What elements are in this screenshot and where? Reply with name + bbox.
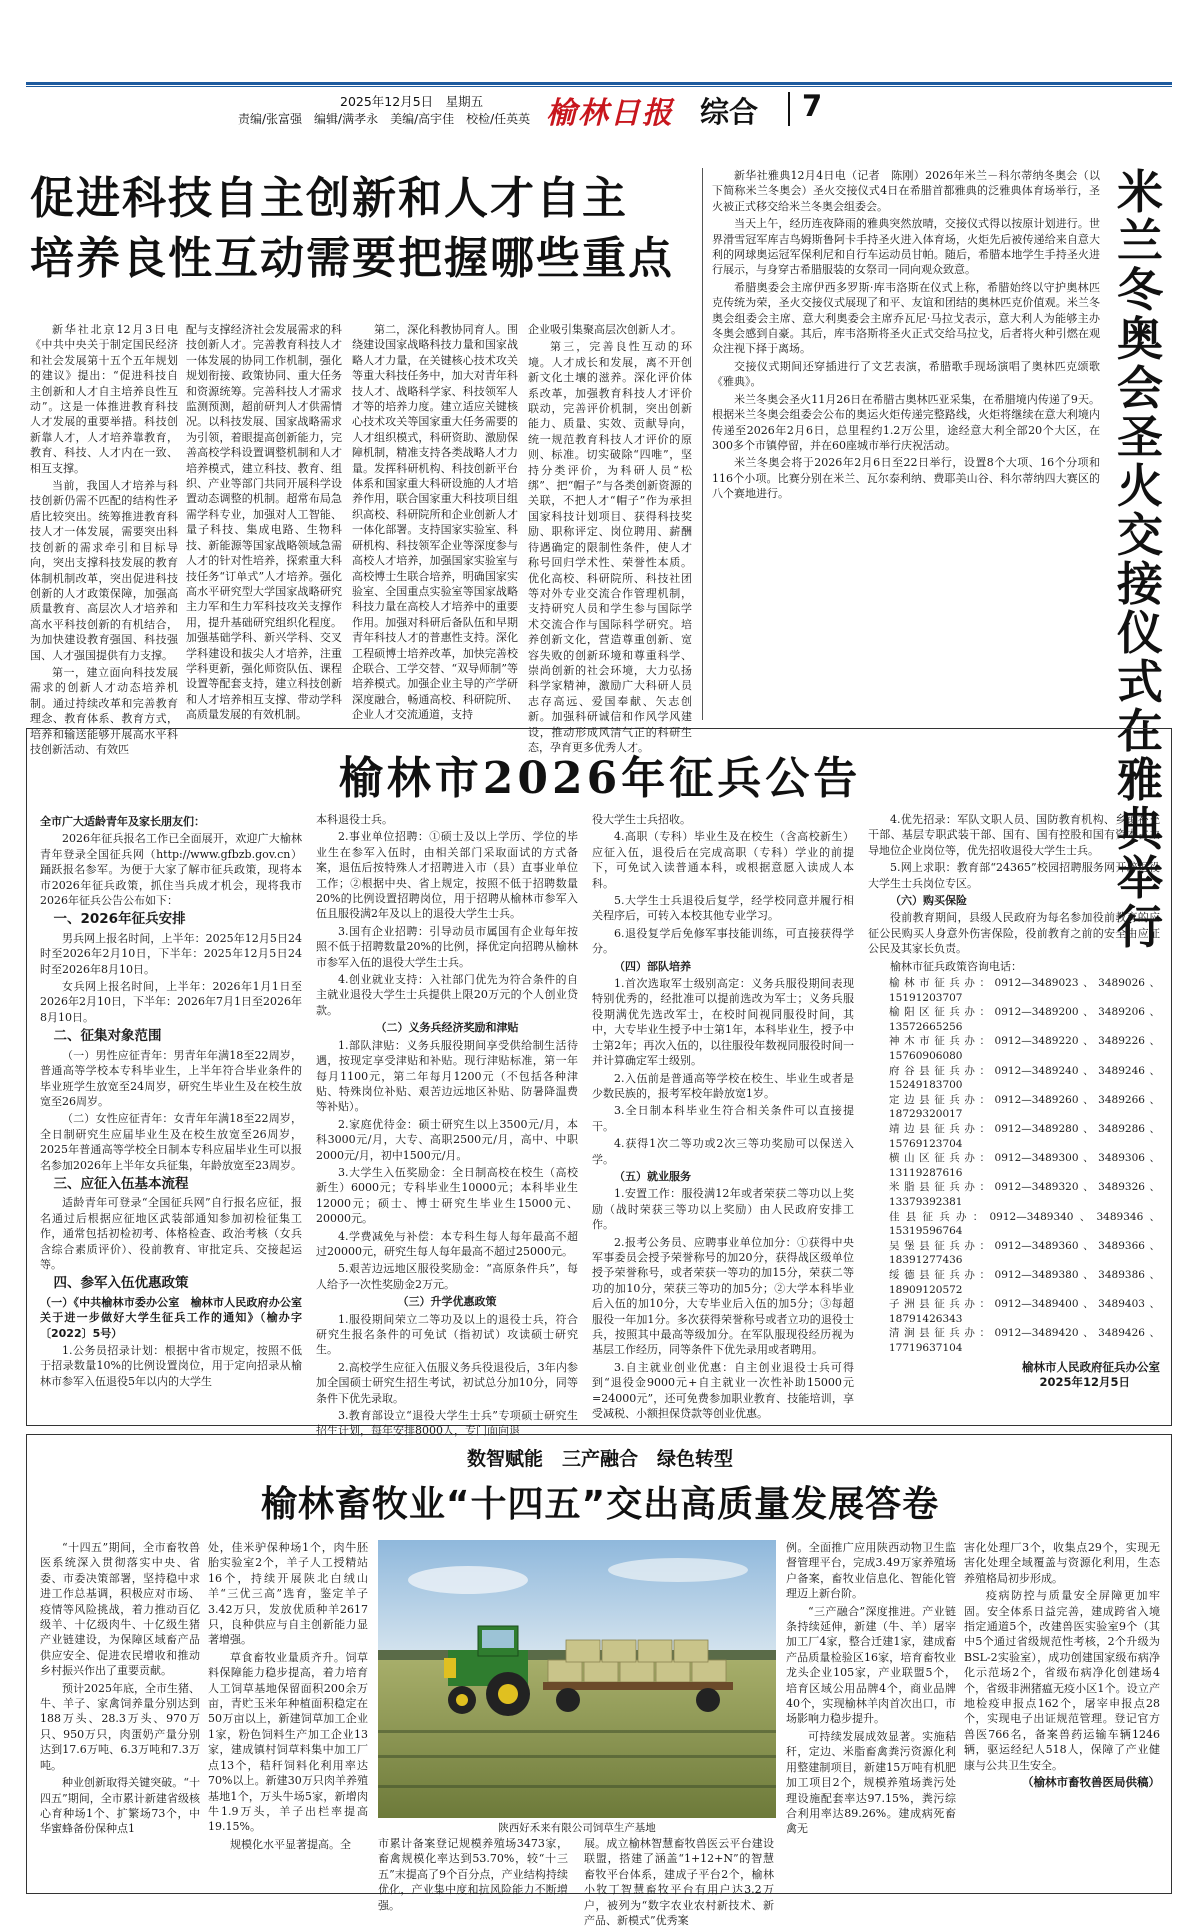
- notice-paragraph: 4.获得1次二等功或2次三等功奖励可以保送入学。: [592, 1137, 854, 1166]
- article3-paragraph: “三产融合”深度推进。产业链条持续延伸，新建（牛、羊）屠宰加工厂4家，整合迁建1家，建成畜产品质量检验区16家，培育畜牧业龙头企业105家，产业联盟5个，培育区域公用品牌4个，商业品牌40个，实现榆林羊肉首次出口，市场影响力稳步提升。: [786, 1604, 956, 1726]
- phone-office-name: 吴堡县征兵办: [889, 1239, 980, 1252]
- phone-office-name: 定边县征兵办: [889, 1093, 980, 1106]
- notice-section-heading: 二、征集对象范围: [53, 1028, 162, 1045]
- phone-entry: [868, 1093, 1160, 1122]
- notice-paragraph: 3.全日制本科毕业生符合相关条件可以直接提干。: [592, 1104, 854, 1133]
- article3-column-5: [786, 1540, 956, 1886]
- notice-paragraph: 3.自主就业创业优惠：自主创业退役士兵可得到“退役金9000元+自主就业一次性补助15000元=24000元”，还可免费参加职业教育、技能培训，享受减税、小额担保贷款等创业优惠。: [592, 1360, 854, 1421]
- photo-illustration: [378, 1540, 776, 1818]
- notice-paragraph: 2.家庭优待金：硕士研究生以上3500元/月，本科3000元/月，大专、高职2500元/月，高中、中职2000元/月，初中1500元/月。: [316, 1117, 578, 1162]
- article3-headline: 榆林畜牧业“十四五”交出高质量发展答卷: [260, 1484, 940, 1525]
- notice-subheading: （五）就业服务: [614, 1169, 691, 1183]
- article2-vertical-headline: 米兰冬奥会圣火交接仪式在雅典举行: [1117, 165, 1163, 954]
- article2-paragraph: 当天上午，经历连夜降雨的雅典突然放晴，交接仪式得以按原计划进行。世界滑雪冠军库吉鸟姆斯鲁阿卡手持圣火进入体育场，火炬先后被传递给来自意大利的网球奥运冠军保利尼和自行车运动员甘帕。随后，希腊本地学生手持圣火进行展示，与身穿古希腊服装的女祭司一同向观众致意。: [712, 217, 1100, 277]
- notice-sign-org: 榆林市人民政府征兵办公室: [1022, 1359, 1160, 1374]
- article2-paragraph: 希腊奥委会主席伊西多罗斯·库韦洛斯在仪式上称，希腊始终以守护奥林匹克传统为荣，圣火交接仪式展现了和平、友谊和团结的奥林匹克价值观。米兰冬奥会组委会主席、意大利奥委会主席乔瓦尼·马拉戈表示，意大利人为能够主办冬奥会感到自豪。其后，库韦洛斯将圣火正式交给马拉戈，后者将火种引燃在观众注视下择于离场。: [712, 280, 1100, 356]
- notice-paragraph: 役前教育期间，县级人民政府为每名参加役前教育的应征公民购买人身意外伤害保险，役前教育之前的安全由应征公民及其家长负责。: [868, 911, 1160, 956]
- notice-paragraph: 榆林市征兵政策咨询电话：: [890, 959, 1022, 973]
- article2-paragraph: 米兰冬奥会将于2026年2月6日至22日举行，设置8个大项、16个分项和116个小项。比赛分别在米兰、瓦尔泰利纳、费耶美山谷、科尔蒂纳四大赛区的八个赛地进行。: [712, 456, 1100, 501]
- phone-numbers: 0912—3489023、3489026、15191203707: [889, 977, 1161, 1004]
- notice-paragraph: 役大学生士兵招收。: [592, 813, 691, 826]
- notice-paragraph: 1.部队津贴：义务兵服役期间享受供给制生活待遇，按现定享受津贴和补贴。现行津贴标准，第一年每月1100元，第二年每月1200元（不包括各种津贴、特殊岗位补贴、艰苦边远地区补贴、防暑降温费等补贴）。: [316, 1038, 578, 1114]
- article1-paragraph: 当前，我国人才培养与科技创新仍需不匹配的结构性矛盾比较突出。统筹推进教育科技人才一体发展，需要突出科技创新的需求牵引和目标导向，突出支撑科技发展的教育体制机制改革，突出促进科技创新的人才政策保障，加强高质量教育、高层次人才培养和高水平科技创新的有机结合，为加快建设教育强国、科技强国、人才强国提供有力支撑。: [30, 479, 178, 662]
- notice-subheading: （二）义务兵经济奖励和津贴: [375, 1021, 519, 1035]
- article3-kicker: 数智赋能 三产融合 绿色转型: [466, 1448, 733, 1470]
- phone-separator: ：: [972, 1210, 990, 1223]
- photo-caption: 陕西好禾来有限公司饲草生产基地: [498, 1822, 656, 1834]
- notice-section-heading: 四、参军入伍优惠政策: [53, 1275, 189, 1292]
- notice-column-1: [40, 812, 302, 1418]
- phone-numbers: 0912—3489260、3489266、18729320017: [889, 1093, 1161, 1121]
- article1-headline-line1: 促进科技自主创新和人才自主: [30, 173, 628, 224]
- section-name: 综合: [700, 95, 759, 129]
- phone-entry: [868, 976, 1160, 1005]
- article1-paragraph: 第二，深化科教协同育人。围绕建设国家战略科技力量和国家战略人才力量，在关键核心技术攻关等重大科技任务中，加大对青年科技人才、战略科学家、科技领军人才等的培养力度。建立适应关键核心技术攻关等国家重大任务需要的人才组织模式，科研资助、激励保障机制，精准支持各类战略人才力量。发挥科研机构、科技创新平台体系和国家重大科研设施的人才培养作用，联合国家重大科技项目组织高校、科研院所和企业创新人才一体化部署。支持国家实验室、科研机构、科技领军企业等深度参与高校人才培养，加强国家实验室与高校博士生联合培养，明确国家实验室、全国重点实验室等国家战略科技力量在高校人才培养中的重要作用。加强对科研后备队伍和早期青年科技人才的普惠性支持。深化工程硕博士培养改革，加快完善校企联合、工学交替、“双导师制”等培养模式。加强企业主导的产学研深度融合，畅通高校、科研院所、企业人才交流通道，支持: [352, 323, 518, 722]
- phone-numbers: 0912—3489380、3489386、18909120572: [889, 1268, 1161, 1296]
- article3-column-3: [378, 1836, 568, 1912]
- phone-office-name: 神木市征兵办: [889, 1035, 980, 1048]
- article2-paragraph: 新华社雅典12月4日电（记者 陈刚）2026年米兰－科尔蒂纳冬奥会（以下简称米兰冬奥会）圣火交接仪式4日在希腊首都雅典的泛雅典体育场举行，圣火被正式移交给米兰冬奥会组委会。: [712, 169, 1100, 213]
- notice-column-2: [316, 812, 578, 1438]
- article2-paragraph: 交接仪式期间还穿插进行了文艺表演，希腊歌手现场演唱了奥林匹克颂歌《雅典》。: [712, 359, 1100, 389]
- phone-entry: [868, 1297, 1160, 1326]
- notice-paragraph: 4.创业就业支持：入社部门优先为符合条件的自主就业退役大学生士兵提供上限20万元的个人创业贷款。: [316, 973, 578, 1017]
- article2-body: [712, 168, 1100, 716]
- phone-entry: [868, 1034, 1160, 1063]
- phone-numbers: 0912—3489360、3489366、18391277436: [889, 1239, 1161, 1267]
- article1-paragraph: 新华社北京12月3日电《中共中央关于制定国民经济和社会发展第十五个五年规划的建议》提出：“促进科技自主创新和人才自主培养良性互动”。这是一体推进教育科技人才发展的重要举措。科技创新靠人才，人才培养靠教育，教育、科技、人才内在一致、相互支撑。: [30, 323, 178, 475]
- notice-paragraph: 1.服役期间荣立二等功及以上的退役士兵，符合研究生报名条件的可免试（指初试）攻读硕士研究生。: [316, 1312, 578, 1357]
- notice-paragraph: 1.首次选取军士级别高定：义务兵服役期间表现特别优秀的，经批准可以提前选改为军士；义务兵服役期满优先选改军士，在校时间视同服役时间，其中，大专毕业生授予中士第1年，本科毕业生，授予中士第2年；再次入伍的，以往服役年数视同服役时间一并计算确定军士级别。: [592, 977, 854, 1068]
- notice-paragraph: 2.事业单位招聘：①硕士及以上学历、学位的毕业生在参军入伍时，由相关部门采取面试的方式备案，退伍后按特殊人才招聘进入市（县）直事业单位工作；②根据中央、省上规定，按照不低于招聘数量20%的比例设置招聘岗位，用于招聘从榆林市参军入伍且服役满2年及以上的退役大学生士兵。: [316, 830, 578, 921]
- notice-paragraph: 本科退役士兵。: [316, 813, 393, 826]
- article3-paragraph: “十四五”期间，全市畜牧兽医系统深入贯彻落实中央、省委、市委决策部署，坚持稳中求进工作总基调，积极应对市场、疫情等风险挑战，着力推动百亿级羊、十亿级肉牛、十亿级生猪产业链建设，为保障区域畜产品供应安全、促进农民增收和推动乡村振兴作出了重要贡献。: [40, 1541, 200, 1678]
- phone-separator: ：: [979, 977, 995, 990]
- article3-paragraph: 种业创新取得关键突破。“十四五”期间，全市累计新建省级核心育种场1个、扩繁场73个，中华蜜蜂备份保种点1: [40, 1776, 200, 1836]
- article3-paragraph: 规模化水平显著提高。全: [230, 1837, 351, 1851]
- notice-paragraph: 4.学费减免与补偿：本专科生每人每年最高不超过20000元，研究生每人每年最高不超过25000元。: [316, 1229, 578, 1258]
- article3-paragraph: 市累计备案登记规模养殖场3473家，畜禽规模化率达到53.70%，较“十三五”末提高了9个百分点，产业结构持续优化，产业集中度和抗风险能力不断增强。: [378, 1837, 568, 1912]
- masthead-rule-thin: [26, 86, 1172, 87]
- newspaper-logo: 榆林日报: [546, 96, 674, 131]
- phone-entry: [868, 1122, 1160, 1151]
- hay-field-tractor-photo: [378, 1540, 776, 1818]
- notice-paragraph: 适龄青年可登录“全国征兵网”自行报名应征，报名通过后根据应征地区武装部通知参加初检征集工作，通常包括初检初考、体格检查、政治考核（女兵含综合素质评价）、役前教育、审批定兵、交接起运等。: [40, 1196, 302, 1271]
- notice-paragraph: 5.大学生士兵退役后复学，经学校同意并履行相关程序后，可转入本校其他专业学习。: [592, 894, 854, 923]
- notice-paragraph: 1.安置工作：服役满12年或者荣获二等功以上奖励（战时荣获三等功以上奖励）由人民政府安排工作。: [592, 1187, 854, 1232]
- article1-column-4: [528, 322, 692, 754]
- article1-paragraph: 企业吸引集聚高层次创新人才。: [528, 323, 682, 336]
- phone-office-name: 米脂县征兵办: [889, 1181, 980, 1194]
- article3-column-2: [208, 1540, 368, 1886]
- notice-paragraph: 3.国有企业招聘：引导动员市属国有企业每年按照不低于招聘数量20%的比例，择优定向招聘从榆林市参军入伍的退役大学生士兵。: [316, 924, 578, 969]
- notice-paragraph: 5.网上求职：教育部“24365”校园招聘服务网开辟退役大学生士兵岗位专区。: [868, 861, 1160, 890]
- phone-separator: ：: [979, 1093, 995, 1106]
- staff-credits: 责编/张富强 编辑/满孝永 美编/高宇佳 校检/任英英: [238, 112, 531, 126]
- article3-paragraph: 草食畜牧业量质齐升。饲草料保障能力稳步提高，着力培育人工饲草基地保留面积200余万亩，青贮玉米年种植面积稳定在50万亩以上，新建饲草加工企业1家，粉色饲料生产加工企业13家，建成镇村饲草料集中加工厂点13个，秸秆饲料化利用率达70%以上。新建30万只肉羊养殖基地1个，万头牛场5家，新增肉牛1.9万头，羊子出栏率提高19.15%。: [208, 1650, 368, 1834]
- phone-office-name: 佳县征兵办: [889, 1210, 973, 1223]
- phone-office-name: 清涧县征兵办: [889, 1327, 980, 1340]
- article1-paragraph: 配与支撑经济社会发展需求的科技创新人才。完善教育科技人才一体发展的协同工作机制，强化规划衔接、政策协同、重大任务和资源统筹。完善科技人才需求监测预测，超前研判人才供需情况。以科技发展、国家战略需求为引领，着眼提高创新能力，完善高校学科设置调整机制和人才培养模式，建立科技、教育、组织、产业等部门共同开展科学设置动态调整的机制。超常布局急需学科专业，加强对人工智能、量子科技、集成电路、生物科技、新能源等国家战略领域急需人才的针对性培养，探索重大科技任务“订单式”人才培养。强化高水平研究型大学国家战略研究主力军和生力军科技攻关支撑作用，提升基础研究组织化程度。加强基础学科、新兴学科、交叉学科建设和拔尖人才培养，注重学科更新，强化师资队伍、课程设置等配套支持，建立科技创新和人才培养相互支撑、带动学科高质量发展的有效机制。: [186, 323, 342, 722]
- phone-entry: [868, 1210, 1160, 1239]
- phone-separator: ：: [979, 1239, 995, 1252]
- phone-numbers: 0912—3489220、3489226、15760906080: [889, 1035, 1161, 1063]
- phone-numbers: 0912—3489400、3489403、18791426343: [889, 1298, 1161, 1325]
- article1-headline-line2: 培养良性互动需要把握哪些重点: [30, 233, 674, 284]
- notice-paragraph: 6.退役复学后免修军事技能训练，可直接获得学分。: [592, 926, 854, 956]
- notice-paragraph: 4.优先招录：军队文职人员、国防教育机构、乡镇补充干部、基层专职武装干部、国有、国有控股和国有资本占主导地位企业岗位等，优先招收退役大学生士兵。: [868, 813, 1160, 857]
- phone-separator: ：: [979, 1006, 995, 1019]
- article1-column-1: [30, 322, 178, 756]
- article3-paragraph: 疫病防控与质量安全屏障更加牢固。安全体系日益完善，建成跨省入境指定通道5个，改建兽医实验室9个（其中5个通过省级规范性考核，2个升级为BSL-2实验室），成功创建国家级布病净化示范场2个，省级布病净化创建场4个，省级非洲猪瘟无疫小区1个。设立产地检疫申报点162个，屠宰申报点28个，实现电子出证规范管理。登记官方兽医766名，备案兽药运输车辆1246辆，驱运经纪人518人，保障了产业健康与公共卫生安全。: [964, 1589, 1160, 1772]
- notice-paragraph: 女兵网上报名时间，上半年：2026年1月1日至2026年2月10日，下半年：2026年7月1日至2026年8月10日。: [40, 980, 302, 1024]
- phone-office-name: 横山区征兵办: [889, 1152, 980, 1165]
- article3-paragraph: 害化处理厂3个，收集点29个，实现无害化处理全域覆盖与资源化利用，生态养殖格局初步形成。: [964, 1541, 1160, 1585]
- phone-office-name: 子洲县征兵办: [889, 1298, 980, 1311]
- notice-column-4: [868, 812, 1160, 1408]
- article3-paragraph: 展。成立榆林智慧畜牧兽医云平台建设联盟，搭建了涵盖“1+12+N”的智慧畜牧平台体系，建成子平台2个，榆林小牧丁智慧畜牧平台有用户达3.2万户，被列为“数字农业农村新技术、新产品、新模式”优秀案: [584, 1837, 774, 1928]
- phone-separator: ：: [979, 1123, 995, 1135]
- notice-paragraph: 男兵网上报名时间，上半年：2025年12月5日24时至2026年2月10日，下半年：2025年12月5日24时至2026年8月10日。: [40, 931, 302, 976]
- notice-column-3: [592, 812, 854, 1421]
- issue-date: 2025年12月5日 星期五: [340, 94, 484, 109]
- phone-separator: ：: [979, 1268, 995, 1281]
- phone-separator: ：: [979, 1181, 995, 1194]
- notice-section-heading: 三、应征入伍基本流程: [53, 1175, 189, 1192]
- notice-subheading: （三）升学优惠政策: [397, 1295, 497, 1309]
- notice-paragraph: 5.艰苦边远地区服役奖励金：“高原条件兵”，每人给予一次性奖励金2万元。: [316, 1262, 578, 1291]
- notice-paragraph: 3.教育部设立“退役大学生士兵”专项硕士研究生招生计划，每年安排8000人，专门面向退: [316, 1409, 578, 1438]
- article1-paragraph: 第一，建立面向科技发展需求的创新人才动态培养机制。通过持续改革和完善教育理念、教育体系、教育方式，培养和输送能够开展高水平科技创新活动、有效匹: [30, 665, 178, 756]
- notice-subheading: （一）《中共榆林市委办公室 榆林市人民政府办公室关于进一步做好大学生征兵工作的通知》（榆办字〔2022〕5号）: [40, 1295, 302, 1340]
- column-rule: [702, 168, 703, 720]
- phone-entry: [868, 1005, 1160, 1034]
- phone-entry: [868, 1180, 1160, 1209]
- article3-column-1: [40, 1540, 200, 1886]
- phone-numbers: 0912—3489300、3489306、13119287616: [889, 1152, 1161, 1179]
- article3-source: （榆林市畜牧兽医局供稿）: [1022, 1775, 1160, 1790]
- phone-list: [868, 976, 1160, 1355]
- notice-paragraph: （一）男性应征青年：男青年年满18至22周岁，普通高等学校本专科毕业生，上半年符合毕业条件的毕业班学生放宽至24周岁，研究生毕业生及在校生放宽至26周岁。: [40, 1048, 302, 1108]
- phone-numbers: 0912—3489200、3489206、13572665256: [889, 1006, 1161, 1033]
- phone-entry: [868, 1064, 1160, 1093]
- phone-office-name: 府谷县征兵办: [889, 1064, 980, 1077]
- phone-office-name: 榆阳区征兵办: [889, 1006, 980, 1019]
- phone-office-name: 绥德县征兵办: [889, 1268, 980, 1281]
- article3-paragraph: 可持续发展成效显著。实施秸秆，定边、米脂畜禽粪污资源化利用整建制项目，新建15万吨有机肥加工项目2个，规模养殖场粪污处理设施配套率达97.15%，粪污综合利用率达89.26%。建成病死畜禽无: [786, 1729, 956, 1836]
- masthead-rule: [26, 82, 1172, 85]
- phone-separator: ：: [979, 1064, 995, 1077]
- notice-paragraph: 2.报考公务员、应聘事业单位加分：①获得中央军事委员会授予荣誉称号的加20分，获得战区级单位授予荣誉称号，或者荣获一等功的加15分，荣获二等功的加10分，荣获三等功的加5分；②大学本科毕业后入伍的加10分，大专毕业后入伍的加5分；③每超服役一年加1分。多次获得荣誉称号或者立功的退役士兵，按照其中最高等级加分。在军队服现役经历视为基层工作经历，同等条件下优先录用或者聘用。: [592, 1235, 854, 1357]
- phone-separator: ：: [979, 1327, 995, 1340]
- phone-numbers: 0912—3489340、3489346、15319596764: [889, 1210, 1160, 1238]
- phone-numbers: 0912—3489240、3489246、15249183700: [889, 1064, 1161, 1092]
- article3-column-6: [964, 1540, 1160, 1886]
- phone-entry: [868, 1326, 1160, 1355]
- phone-separator: ：: [979, 1035, 995, 1048]
- notice-paragraph: 1.公务员招录计划：根据中省市规定，按照不低于招录数量10%的比例设置岗位，用于定向招录从榆林市参军入伍退役5年以内的大学生: [40, 1344, 302, 1388]
- phone-office-name: 榆林市征兵办: [889, 977, 980, 990]
- notice-salutation: 全市广大适龄青年及家长朋友们：: [40, 815, 205, 828]
- phone-office-name: 靖边县征兵办: [889, 1123, 980, 1135]
- section-divider: [788, 92, 790, 126]
- phone-separator: ：: [979, 1298, 995, 1311]
- article3-paragraph: 例。全面推广应用陕西动物卫生监督管理平台，完成3.49万家养殖场户备案，畜牧业信息化、智能化管理迈上新台阶。: [786, 1541, 956, 1601]
- notice-paragraph: 4.高职（专科）毕业生及在校生（含高校新生）应征入伍，退役后在完成高职（专科）学业的前提下，可免试入读普通本科，或根据意愿入读成人本科。: [592, 830, 854, 890]
- article2-paragraph: 米兰冬奥会圣火11月26日在希腊古奥林匹亚采集，在希腊境内传递了9天。根据米兰冬奥会组委会公布的奥运火炬传递完整路线，火炬将继续在意大利境内传递至2026年2月6日，总里程约1.2万公里，途经意大利全部20个大区，在300多个市镇停留，并在60座城市举行庆祝活动。: [712, 392, 1100, 452]
- notice-paragraph: 2.入伍前是普通高等学校在校生、毕业生或者是少数民族的，报考军校年龄放宽1岁。: [592, 1071, 854, 1100]
- phone-numbers: 0912—3489320、3489326、13379392381: [889, 1181, 1161, 1208]
- article1-column-3: [352, 322, 518, 722]
- phone-separator: ：: [979, 1152, 995, 1165]
- phone-entry: [868, 1239, 1160, 1268]
- notice-sign-date: 2025年12月5日: [1039, 1374, 1130, 1389]
- notice-subheading: （六）购买保险: [890, 894, 967, 908]
- phone-numbers: 0912—3489280、3489286、15769123704: [889, 1123, 1161, 1150]
- recruitment-notice-title: 榆林市2026年征兵公告: [338, 753, 862, 804]
- article3-paragraph: 处，佳米驴保种场1个，肉牛胚胎实验室2个，羊子人工授精站16个，持续开展陕北白绒山羊“三优三高”选育，鉴定羊子3.42万只，发放优质种羊2617只，良种供应与自主创新能力显著增强。: [208, 1541, 368, 1647]
- phone-entry: [868, 1268, 1160, 1297]
- article1-column-2: [186, 322, 342, 722]
- notice-subheading: （四）部队培养: [614, 959, 691, 973]
- notice-paragraph: 3.大学生入伍奖励金：全日制高校在校生（高校新生）6000元；专科毕业生10000元；本科毕业生12000元；硕士、博士研究生毕业生15000元、20000元。: [316, 1165, 578, 1226]
- notice-paragraph: 2026年征兵报名工作已全面展开，欢迎广大榆林青年登录全国征兵网（http://www.gfbzb.gov.cn）踊跃报名参军。为便于大家了解市征兵政策，现将本市2026年征兵政策，抓住当兵成才机会，现将我市2026年征兵公告公布如下：: [40, 832, 302, 908]
- notice-paragraph: （二）女性应征青年：女青年年满18至22周岁，全日制研究生应届毕业生及在校生放宽至26周岁，2025年普通高等学校全日制本专科应届毕业生可以报名参加2026年上半年女兵征集，年龄放宽至23周岁。: [40, 1112, 302, 1172]
- notice-paragraph: 2.高校学生应征入伍服义务兵役退役后，3年内参加全国硕士研究生招生考试，初试总分加10分，同等条件下优先录取。: [316, 1360, 578, 1405]
- phone-numbers: 0912—3489420、3489426、17719637104: [889, 1327, 1161, 1354]
- article3-column-4: [584, 1836, 774, 1928]
- page-number: 7: [802, 89, 823, 123]
- article1-paragraph: 第三，完善良性互动的环境。人才成长和发展，离不开创新文化土壤的滋养。深化评价体系改革，加强教育科技人才评价联动，完善评价机制，突出创新能力、质量、实效、贡献导向，统一规范教育科技人才评价的原则、标准。切实破除“四唯”，坚持分类评价，为科研人员“松绑”、把“帽子”与各类创新资源的关联，不把人才“帽子”作为承担国家科技计划项目、获得科技奖励、职称评定、岗位聘用、薪酬待遇确定的限制性条件，使人才称号回归学术性、荣誉性本质。优化高校、科研院所、科技社团等对外专业交流合作管理机制，支持研究人员和学生参与国际学术交流合作与国际科学研究。培养创新文化，营造尊重创新、宽容失败的创新环境和尊重科学、崇尚创新的社会环境，大力弘扬科学家精神，激励广大科研人员志存高远、爱国奉献、矢志创新。加强科研诚信和作风学风建设，推动形成风清气正的科研生态，孕育更多优秀人才。: [528, 340, 692, 754]
- phone-entry: [868, 1151, 1160, 1180]
- notice-section-heading: 一、2026年征兵安排: [53, 911, 186, 928]
- article3-paragraph: 预计2025年底，全市生猪、牛、羊子、家禽饲养量分别达到188万头、28.3万头、970万只、950万只，肉蛋奶产量分别达到17.6万吨、6.3万吨和7.3万吨。: [40, 1681, 200, 1772]
